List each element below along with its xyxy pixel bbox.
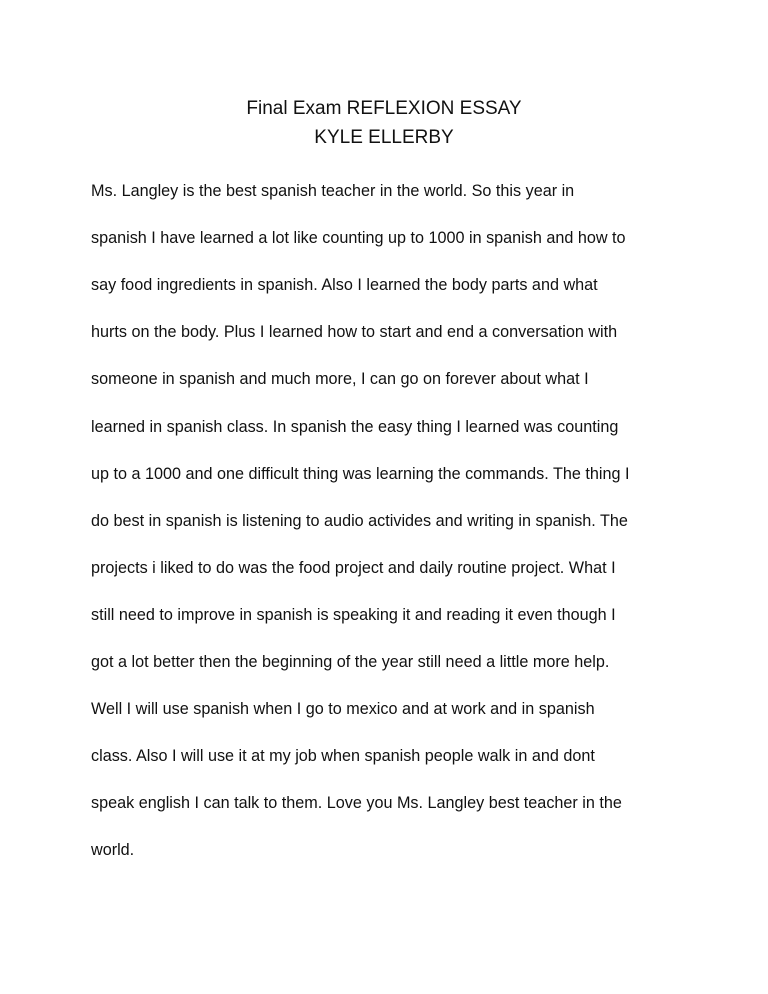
paragraph-line: spanish I have learned a lot like counting up to 1000 in spanish and how to xyxy=(91,229,626,248)
paragraph-line: got a lot better then the beginning of the year still need a little more help. xyxy=(91,653,610,671)
paragraph-line: class. Also I will use it at my job when spanish people walk in and dont xyxy=(91,747,595,766)
author-name: KYLE ELLERBY xyxy=(314,127,454,148)
essay-title: Final Exam REFLEXION ESSAY xyxy=(246,98,522,119)
paragraph-line: learned in spanish class. In spanish the easy thing I learned was counting xyxy=(91,417,619,436)
paragraph-line: do best in spanish is listening to audio activides and writing in spanish. The xyxy=(91,511,628,530)
paragraph-line: speak english I can talk to them. Love you Ms. Langley best teacher in the xyxy=(91,794,622,813)
paragraph-line: say food ingredients in spanish. Also I learned the body parts and what xyxy=(91,276,598,295)
paragraph-line: someone in spanish and much more, I can go on forever about what I xyxy=(91,370,589,389)
paragraph-line: still need to improve in spanish is speaking it and reading it even though I xyxy=(91,605,616,624)
paragraph-line: world. xyxy=(91,841,135,860)
title-block xyxy=(0,94,768,152)
paragraph-line: up to a 1000 and one difficult thing was learning the commands. The thing I xyxy=(91,464,630,483)
paragraph-line: projects i liked to do was the food project and daily routine project. What I xyxy=(91,558,616,577)
paragraph-line: Well I will use spanish when I go to mexico and at work and in spanish xyxy=(91,700,595,719)
paragraph-line: Ms. Langley is the best spanish teacher in the world. So this year in xyxy=(91,182,575,200)
paragraph-line: hurts on the body. Plus I learned how to start and end a conversation with xyxy=(91,323,618,342)
